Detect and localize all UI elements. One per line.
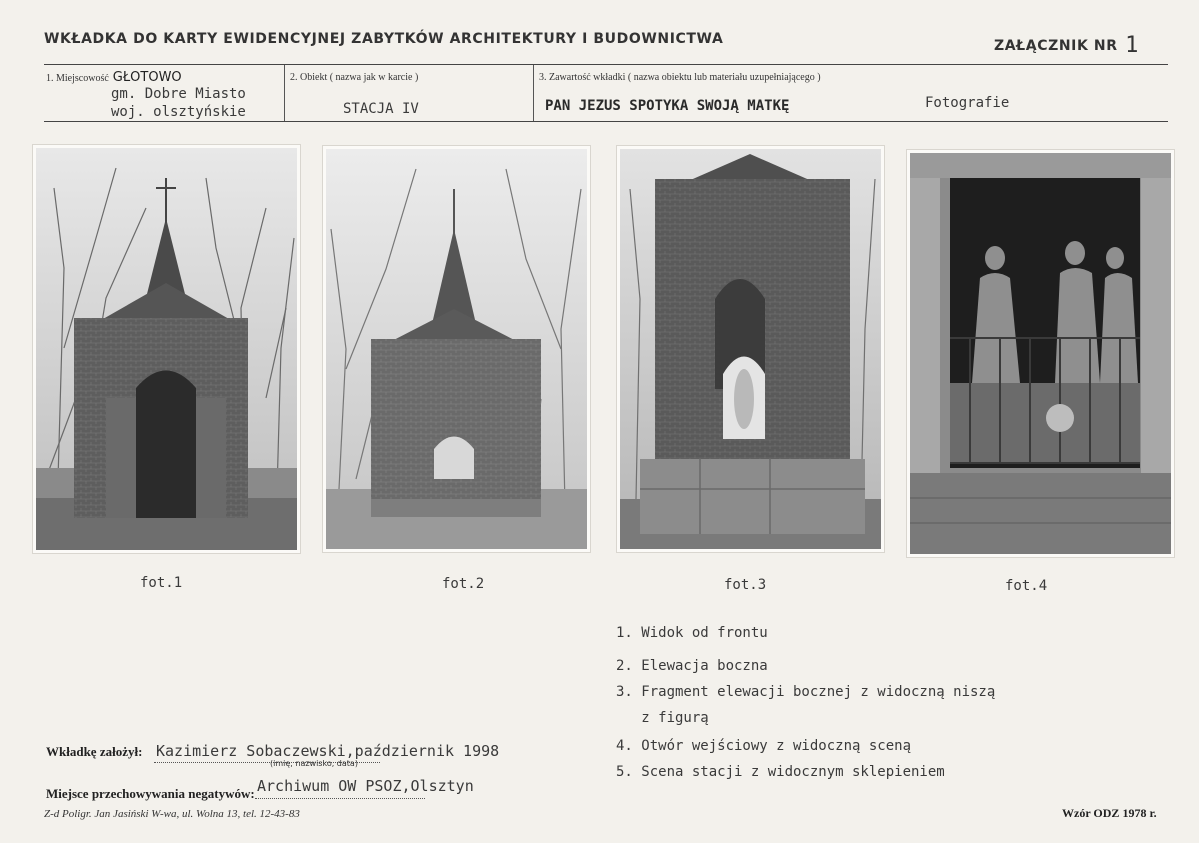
document-title: WKŁADKA DO KARTY EWIDENCYJNEJ ZABYTKÓW ARCHITEKTURY I BUDOWNICTWA [44, 31, 724, 47]
photo-2 [323, 146, 590, 552]
photo-1 [33, 145, 300, 553]
photo-3 [617, 146, 884, 552]
photo-2-caption: fot.2 [442, 576, 485, 592]
photo-4-caption: fot.4 [1005, 578, 1048, 594]
form-identifier: Wzór ODZ 1978 r. [1062, 806, 1157, 820]
legend-item-3-continued: z figurą [616, 710, 709, 726]
legend-item-4: 4. Otwór wejściowy z widoczną sceną [616, 738, 912, 754]
location-label: 1. Miejscowość [46, 73, 109, 84]
created-by-hint: (imię, nazwisko, data) [270, 759, 358, 768]
field-separator-2 [533, 65, 534, 121]
location-value: GŁOTOWO [112, 70, 182, 85]
location-municipality: gm. Dobre Miasto [111, 86, 246, 102]
object-label: 2. Obiekt ( nazwa jak w karcie ) [290, 72, 419, 83]
header-top-rule [44, 64, 1168, 65]
entrance-scene-photo-icon [910, 153, 1171, 554]
object-value: STACJA IV [343, 101, 419, 117]
chapel-side-photo-icon [326, 149, 587, 549]
location-field [46, 70, 182, 85]
header-bottom-rule [44, 121, 1168, 122]
legend-item-2: 2. Elewacja boczna [616, 658, 768, 674]
annex-label-text: ZAŁĄCZNIK NR [994, 38, 1118, 54]
storage-value: Archiwum OW PSOZ,Olsztyn [257, 777, 474, 795]
content-type: Fotografie [925, 95, 1010, 111]
niche-figure-photo-icon [620, 149, 881, 549]
chapel-front-photo-icon [36, 148, 297, 550]
photo-4 [907, 150, 1174, 557]
storage-label: Miejsce przechowywania negatywów: [46, 786, 255, 801]
field-separator-1 [284, 65, 285, 121]
photo-1-caption: fot.1 [140, 575, 183, 591]
location-province: woj. olsztyńskie [111, 104, 246, 120]
created-by-value: Kazimierz Sobaczewski,październik 1998 [156, 742, 500, 760]
legend-item-1: 1. Widok od frontu [616, 625, 768, 641]
legend-item-3: 3. Fragment elewacji bocznej z widoczną niszą [616, 684, 996, 700]
annex-label [994, 31, 1139, 56]
photo-3-caption: fot.3 [724, 577, 767, 593]
content-value: PAN JEZUS SPOTYKA SWOJĄ MATKĘ [545, 98, 790, 114]
annex-number: 1 [1125, 33, 1139, 58]
printer-imprint: Z-d Poligr. Jan Jasiński W-wa, ul. Wolna 13, tel. 12-43-83 [44, 808, 300, 820]
content-label: 3. Zawartość wkładki ( nazwa obiektu lub materiału uzupełniającego ) [539, 72, 821, 83]
storage-line [255, 798, 425, 799]
legend-item-5: 5. Scena stacji z widocznym sklepieniem [616, 764, 945, 780]
created-by-label: Wkładkę założył: [46, 744, 143, 759]
